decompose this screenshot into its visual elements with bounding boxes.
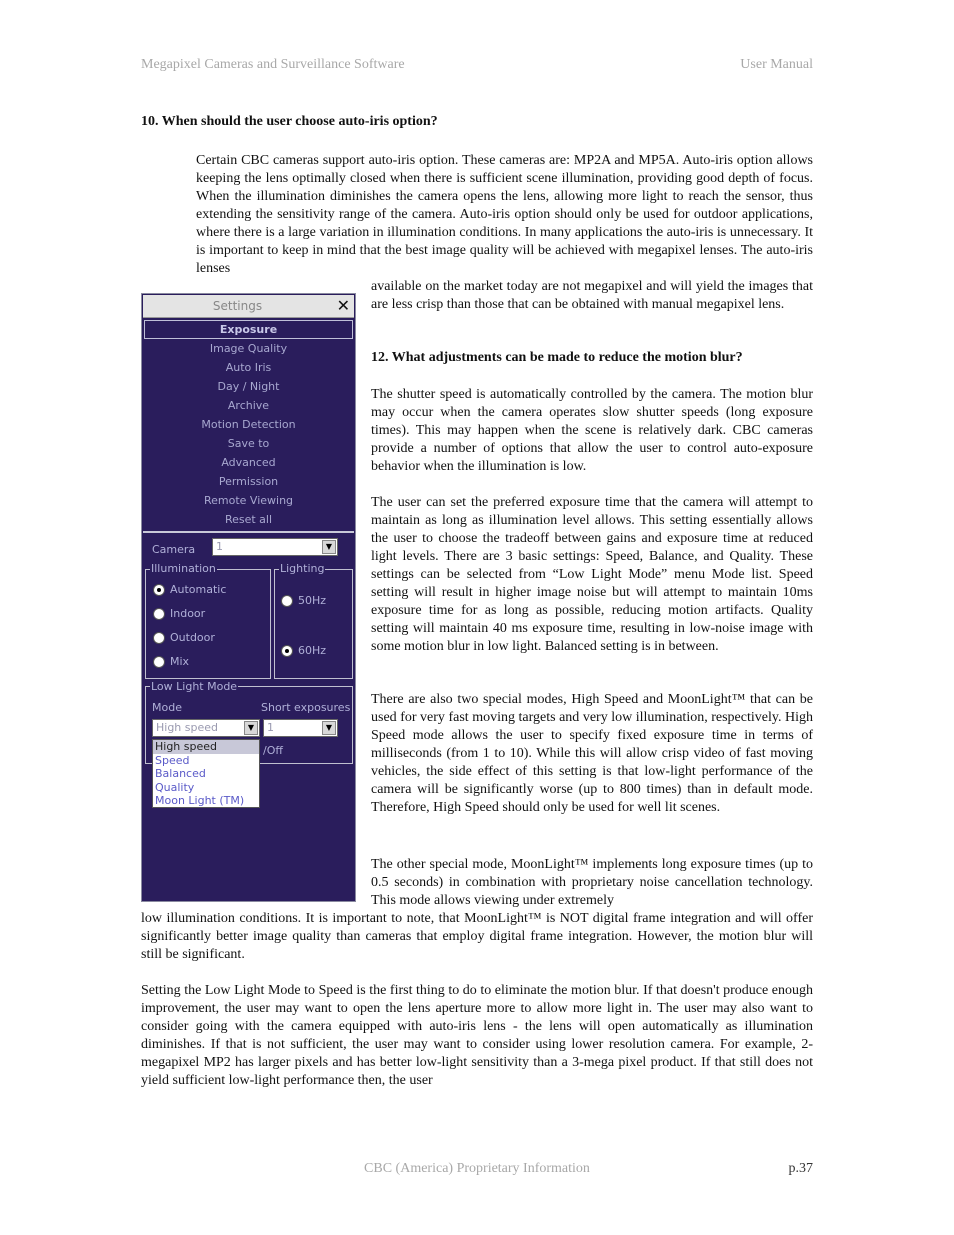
camera-select-value: 1 (216, 540, 223, 553)
q12-paragraph-4a: The other special mode, MoonLight™ implements long exposure times (up to 0.5 seconds) in combination with proprietary noise cancellation technology. This mode allows viewing under extremely (371, 857, 813, 908)
radio-selected-icon (281, 645, 293, 657)
close-icon[interactable]: ✕ (336, 296, 350, 315)
menu-item-archive[interactable]: Archive (227, 399, 270, 412)
menu-item-permission[interactable]: Permission (218, 475, 279, 488)
mode-label: Mode (152, 701, 182, 714)
settings-titlebar (143, 295, 354, 318)
menu-item-advanced[interactable]: Advanced (221, 456, 276, 469)
footer-center: CBC (America) Proprietary Information (364, 1161, 590, 1176)
mode-select-value: High speed (156, 721, 219, 734)
question-12-title: 12. What adjustments can be made to reduce the motion blur? (371, 350, 743, 365)
header-right: User Manual (740, 57, 813, 72)
radio-icon (281, 595, 293, 607)
chevron-down-icon: ▼ (244, 721, 258, 735)
menu-item-reset-all[interactable]: Reset all (224, 513, 273, 526)
mode-dropdown-list (152, 739, 260, 808)
menu-item-exposure[interactable]: Exposure (144, 320, 353, 339)
on-off-label: /Off (263, 744, 283, 757)
radio-60hz[interactable]: 60Hz (281, 644, 326, 657)
q10-paragraph: Certain CBC cameras support auto-iris option. These cameras are: MP2A and MP5A. Auto-iris option allows keeping the lens optimally closed when there is sufficient scene illumination, providing good depth of focus. When the illumination diminishes the camera opens the lens, allowing more light to reach the sensor, thus extending the sensitivity range of the camera. Auto-iris option should only be used for outdoor applications, where there is a large variation in illumination conditions. In many applications the auto-iris is unnecessary. It is important to keep in mind that the best image quality will be achieved with megapixel lenses. The auto-iris lenses (196, 153, 813, 276)
q12-paragraph-1: The shutter speed is automatically controlled by the camera. The motion blur may occur when the camera operates slow shutter speeds (long exposure times). This may happen when the scene is relatively dark. CBC cameras provide a number of options that allow the user to control auto-exposure behavior when the illumination is low. (371, 387, 813, 474)
low-light-label: Low Light Mode (151, 680, 238, 693)
option-speed[interactable]: Speed (155, 753, 190, 767)
radio-icon (153, 608, 165, 620)
radio-icon (153, 656, 165, 668)
lighting-label: Lighting (280, 562, 325, 575)
radio-mix[interactable]: Mix (153, 655, 189, 668)
mode-select[interactable] (152, 719, 260, 737)
camera-select[interactable] (212, 538, 338, 556)
radio-selected-icon (153, 584, 165, 596)
radio-outdoor[interactable]: Outdoor (153, 631, 215, 644)
camera-label: Camera (152, 543, 196, 556)
radio-indoor[interactable]: Indoor (153, 607, 205, 620)
menu-item-day-night[interactable]: Day / Night (217, 380, 280, 393)
menu-item-save-to[interactable]: Save to (227, 437, 270, 450)
page-number: p.37 (788, 1161, 813, 1176)
option-quality[interactable]: Quality (155, 780, 195, 794)
settings-title: Settings (212, 299, 263, 313)
option-moon-light[interactable]: Moon Light (TM) (155, 794, 245, 807)
illumination-label: Illumination (151, 562, 216, 575)
q12-paragraph-3: There are also two special modes, High Speed and MoonLight™ that can be used for very fast moving targets and very low illumination, respectively. High Speed mode allows the user to specify fixed exposure time in terms of milliseconds (from 1 to 10). While this will allow crisp video of fast moving vehicles, the side effect of this setting is that low-light performance of the camera will be significantly worse (up to 800 times) than in default mode. Therefore, High Speed should only be used for well lit scenes. (371, 692, 813, 815)
menu-item-motion-detection[interactable]: Motion Detection (201, 418, 296, 431)
q12-paragraph-5: Setting the Low Light Mode to Speed is the first thing to do to eliminate the motion blur. If that doesn't produce enough improvement, the user may want to open the lens aperture more to allow more light in. The user may also want to consider going with the camera equipped with auto-iris lens - the lens will open automatically as illumination diminishes. If that is not sufficient, the user may want to consider using lower resolution camera. For example, 2-megapixel MP2 has larger pixels and has better low-light sensitivity than a 3-mega pixel product. If that still does not yield sufficient low-light performance then, the user (141, 983, 813, 1088)
q10-paragraph-cont: available on the market today are not megapixel and will yield the images that are less crisp than those that can be obtained with manual megapixel lens. (371, 279, 813, 312)
settings-menu (142, 320, 355, 529)
radio-icon (153, 632, 165, 644)
settings-panel (141, 293, 356, 902)
chevron-down-icon: ▼ (322, 540, 336, 554)
menu-item-image-quality[interactable]: Image Quality (209, 342, 288, 355)
short-exposures-label: Short exposures (261, 701, 351, 714)
chevron-down-icon: ▼ (322, 721, 336, 735)
header-left: Megapixel Cameras and Surveillance Software (141, 57, 405, 72)
question-10-title: 10. When should the user choose auto-iris option? (141, 114, 438, 129)
menu-item-remote-viewing[interactable]: Remote Viewing (203, 494, 294, 507)
menu-divider (143, 531, 354, 533)
option-high-speed[interactable]: High speed (153, 740, 259, 754)
radio-50hz[interactable]: 50Hz (281, 594, 326, 607)
q12-paragraph-4b: low illumination conditions. It is important to note, that MoonLight™ is NOT digital frame integration and will offer significantly better image quality than cameras that employ digital frame integration. However, the motion blur will still be significant. (141, 911, 813, 962)
option-balanced[interactable]: Balanced (155, 767, 206, 780)
menu-item-auto-iris[interactable]: Auto Iris (225, 361, 272, 374)
short-exposures-select[interactable] (263, 719, 338, 737)
short-exposures-value: 1 (267, 721, 274, 734)
q12-paragraph-2: The user can set the preferred exposure time that the camera will attempt to maintain as long as illumination level allows. This setting essentially allows the user to choose the tradeoff between gains and exposure time at reduced light levels. There are 3 basic settings: Speed, Balance, and Quality. These settings can be selected from “Low Light Mode” menu Mode list. Speed setting will result in higher image noise but will attempt to maintain 10ms exposure time for as long as possible, reducing motion artifacts. Quality setting will maintain 40 ms exposure time, resulting in low-noise image with some motion blur in low light. Balanced setting is in between. (371, 495, 813, 654)
radio-automatic[interactable]: Automatic (153, 583, 226, 596)
lighting-group (274, 569, 353, 679)
